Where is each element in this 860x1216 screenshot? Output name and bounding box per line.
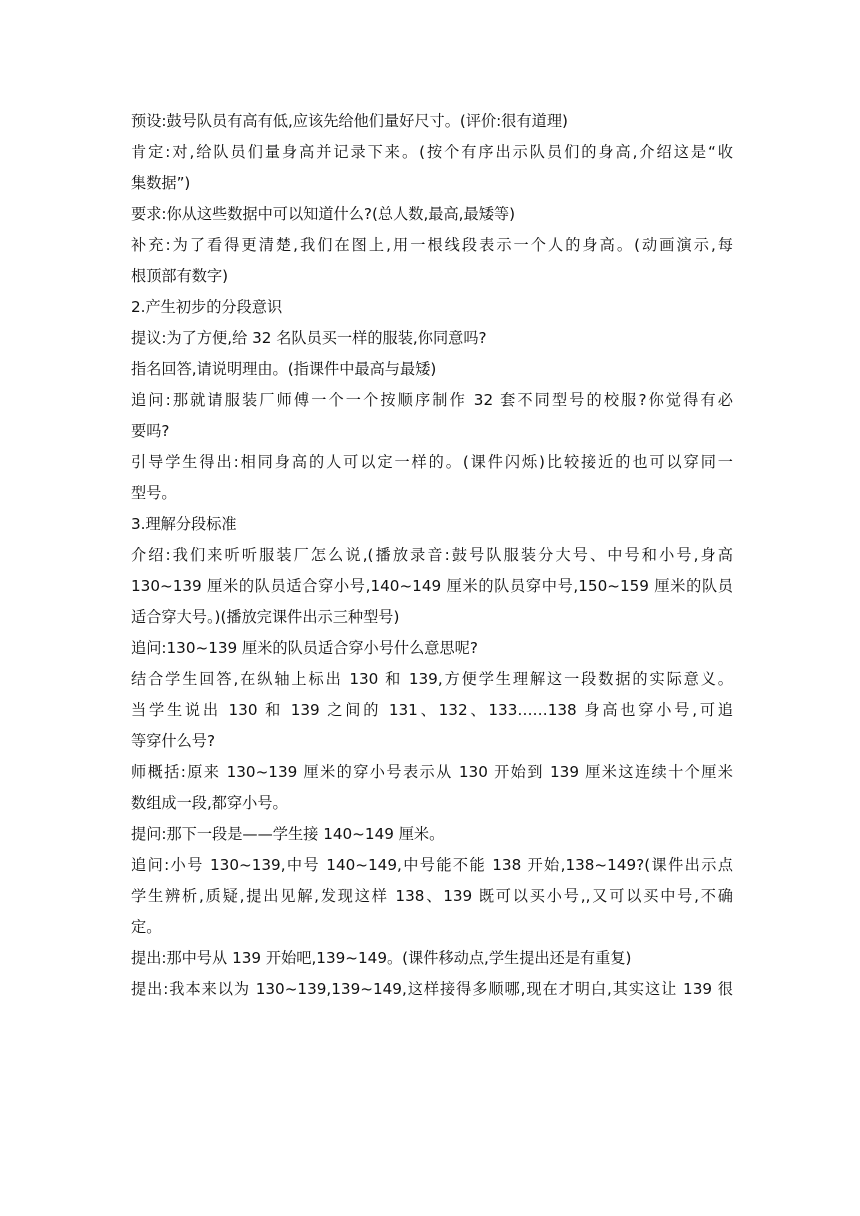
text-line: 要求:你从这些数据中可以知道什么?(总人数,最高,最矮等) <box>131 205 515 223</box>
text-line: 提问:那下一段是——学生接 140~149 厘米。 <box>131 825 445 843</box>
text-line: 追问:那就请服装厂师傅一个一个按顺序制作 32 套不同型号的校服?你觉得有必 <box>131 391 733 409</box>
text-line: 2.产生初步的分段意识 <box>131 298 283 316</box>
text-line: 介绍:我们来听听服装厂怎么说,(播放录音:鼓号队服装分大号、中号和小号,身高 <box>131 546 733 564</box>
text-line: 预设:鼓号队员有高有低,应该先给他们量好尺寸。(评价:很有道理) <box>131 112 568 130</box>
document-body <box>131 106 733 1005</box>
text-line: 指名回答,请说明理由。(指课件中最高与最矮) <box>131 360 437 378</box>
text-line: 等穿什么号? <box>131 732 215 750</box>
text-line: 补充:为了看得更清楚,我们在图上,用一根线段表示一个人的身高。(动画演示,每 <box>131 236 733 254</box>
text-line: 提议:为了方便,给 32 名队员买一样的服装,你同意吗? <box>131 329 487 347</box>
text-line: 3.理解分段标准 <box>131 515 237 533</box>
text-line: 引导学生得出:相同身高的人可以定一样的。(课件闪烁)比较接近的也可以穿同一 <box>131 453 733 471</box>
text-line: 肯定:对,给队员们量身高并记录下来。(按个有序出示队员们的身高,介绍这是“收 <box>131 143 733 161</box>
text-line: 集数据”) <box>131 174 191 192</box>
text-line: 提出:我本来以为 130~139,139~149,这样接得多顺哪,现在才明白,其实这让 139 很 <box>131 980 733 998</box>
text-line: 数组成一段,都穿小号。 <box>131 794 288 812</box>
text-line: 追问:小号 130~139,中号 140~149,中号能不能 138 开始,138~149?(课件出示点 <box>131 856 733 874</box>
text-line: 追问:130~139 厘米的队员适合穿小号什么意思呢? <box>131 639 478 657</box>
text-line: 要吗? <box>131 422 170 440</box>
text-line: 师概括:原来 130~139 厘米的穿小号表示从 130 开始到 139 厘米这连续十个厘米 <box>131 763 733 781</box>
text-line: 当学生说出 130 和 139 之间的 131、132、133……138 身高也穿小号,可追 <box>131 701 733 719</box>
text-line: 型号。 <box>131 484 177 502</box>
text-line: 130~139 厘米的队员适合穿小号,140~149 厘米的队员穿中号,150~159 厘米的队员 <box>131 577 733 595</box>
text-line: 结合学生回答,在纵轴上标出 130 和 139,方便学生理解这一段数据的实际意义。 <box>131 670 733 688</box>
text-line: 学生辨析,质疑,提出见解,发现这样 138、139 既可以买小号,,又可以买中号,不确 <box>131 887 733 905</box>
text-line: 适合穿大号。)(播放完课件出示三种型号) <box>131 608 400 626</box>
text-line: 提出:那中号从 139 开始吧,139~149。(课件移动点,学生提出还是有重复) <box>131 949 632 967</box>
text-line: 根顶部有数字) <box>131 267 229 285</box>
text-line: 定。 <box>131 918 162 936</box>
